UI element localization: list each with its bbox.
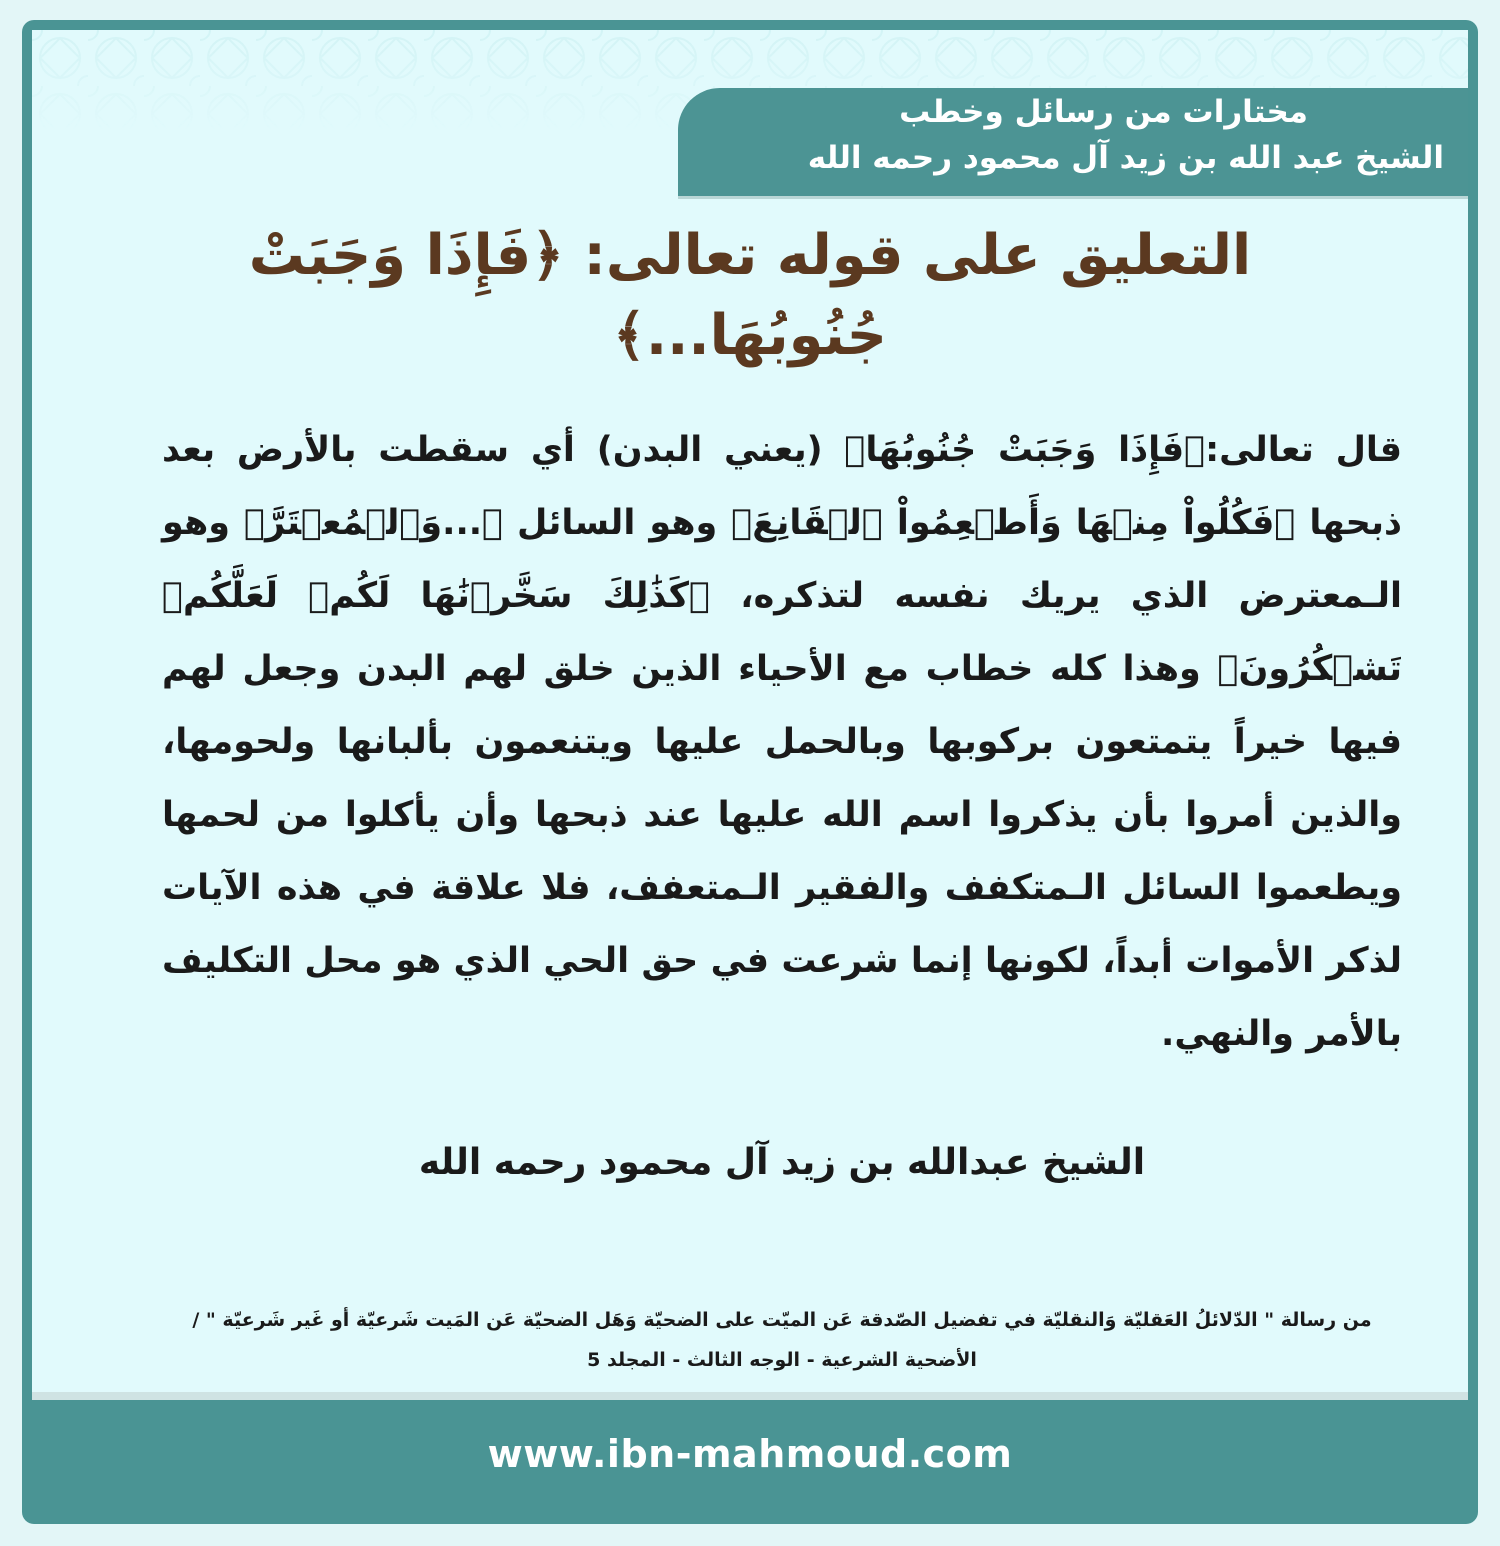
source-citation: من رسالة " الدّلائلُ العَقليّة وَالنقليّة في تفضيل الصّدقة عَن الميّت على الضحيّة وَهَل الضحيّة عَن المَيت شَرعيّة أو غَير شَرعيّة " / الأضحية الشرعية - الوجه الثالث - المجلد 5 xyxy=(192,1309,1372,1371)
author-signature: الشيخ عبدالله بن زيد آل محمود رحمه الله xyxy=(418,1142,1146,1183)
card-frame xyxy=(22,20,1478,1524)
page-title: التعليق على قوله تعالى: ﴿فَإِذَا وَجَبَتْ جُنُوبُهَا...﴾ xyxy=(248,223,1252,368)
header-banner xyxy=(678,88,1468,196)
content-panel xyxy=(32,30,1468,1392)
body-paragraph: قال تعالى:﴿فَإِذَا وَجَبَتْ جُنُوبُهَا﴾ (يعني البدن) أي سقطت بالأرض بعد ذبحها ﴿فَكُلُواْ مِنۡهَا وَأَطۡعِمُواْ ٱلۡقَانِعَ﴾ وهو السائل ﴿...وَٱلۡمُعۡتَرَّ﴾ وهو الـمعترض الذي يريك نفسه لتذكره، ﴿كَذَٰلِكَ سَخَّرۡنَٰهَا لَكُمۡ لَعَلَّكُمۡ تَشۡكُرُونَ﴾ وهذا كله خطاب مع الأحياء الذين خلق لهم البدن وجعل لهم فيها خيراً يتمتعون بركوبها وبالحمل عليها ويتنعمون بألبانها ولحومها، والذين أمروا بأن يذكروا اسم الله عليها عند ذبحها وأن يأكلوا من لحمها ويطعموا السائل الـمتكفف والفقير الـمتعفف، فلا علاقة في هذه الآيات لذكر الأموات أبداً، لكونها إنما شرعت في حق الحي الذي هو محل التكليف بالأمر والنهي. xyxy=(162,430,1402,1054)
footer-divider xyxy=(32,1392,1468,1400)
header-sheikh-name: الشيخ عبد الله بن زيد آل محمود رحمه الله xyxy=(807,140,1444,176)
website-link[interactable]: www.ibn-mahmoud.com xyxy=(487,1432,1013,1476)
header-series-title: مختارات من رسائل وخطب xyxy=(899,94,1308,130)
